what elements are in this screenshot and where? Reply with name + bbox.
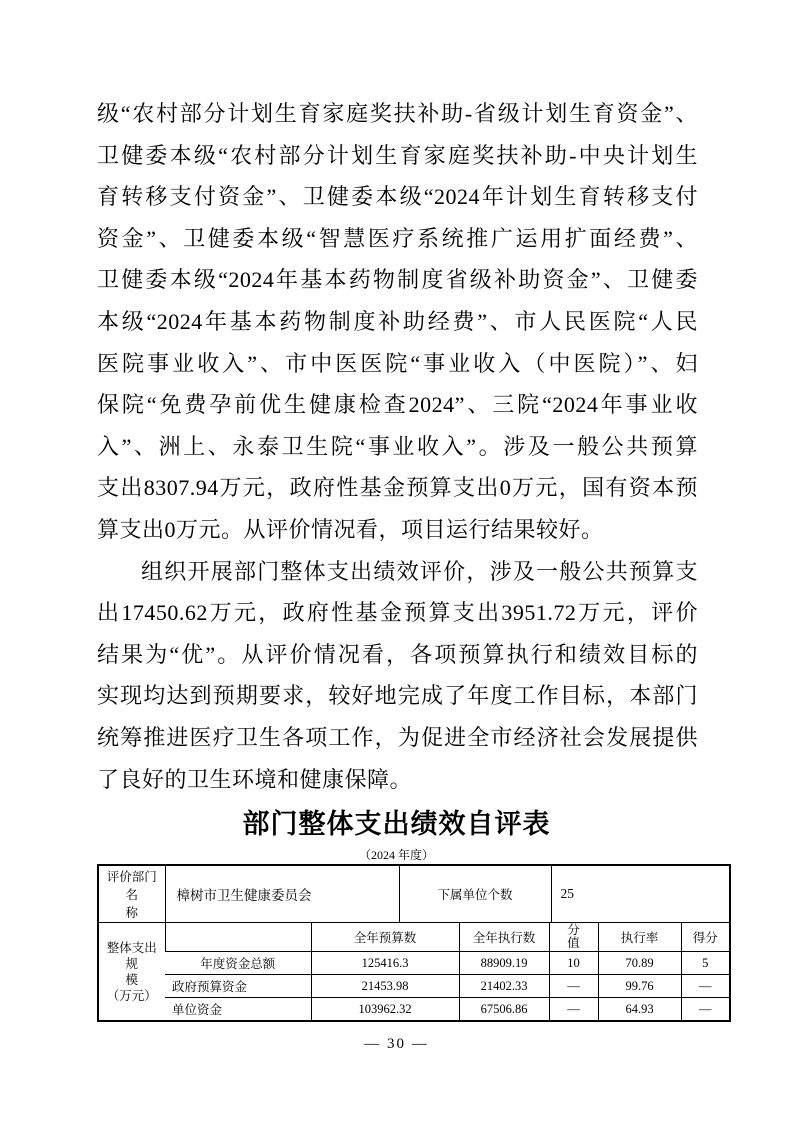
text-line: 入”、洲上、永泰卫生院“事业收入”。涉及一般公共预算 — [97, 433, 698, 459]
value-cell: 5 — [681, 952, 729, 975]
text-line: 结果为“优”。从评价情况看，各项预算执行和绩效目标的 — [97, 641, 698, 667]
value-cell: 125416.3 — [311, 952, 459, 975]
value-cell: — — [549, 998, 598, 1021]
item-label-cell: 政府预算资金 — [165, 975, 311, 998]
text-line: 资金”、卫健委本级“智慧医疗系统推广运用扩面经费”、 — [97, 225, 698, 251]
column-header-cell: 全年执行数 — [459, 923, 549, 952]
text-line: 育转移支付资金”、卫健委本级“2024年计划生育转移支付 — [97, 184, 698, 210]
value-cell: 88909.19 — [459, 952, 549, 975]
text-line: 保院“免费孕前优生健康检查2024”、三院“2024年事业收 — [97, 392, 698, 418]
column-header-cell: 得分 — [681, 923, 729, 952]
table-row — [99, 866, 729, 923]
table-row — [99, 975, 729, 998]
table-body-section — [99, 923, 729, 1020]
text-line: 卫健委本级“2024年基本药物制度省级补助资金”、卫健委 — [97, 267, 698, 293]
column-header-cell: 全年预算数 — [311, 923, 459, 952]
value-cell: — — [681, 998, 729, 1021]
value-cell: 21453.98 — [311, 975, 459, 998]
text-line: 级“农村部分计划生育家庭奖扶补助-省级计划生育资金”、 — [97, 101, 698, 126]
table-subtitle: （2024 年度） — [358, 848, 434, 862]
body-text — [97, 93, 698, 800]
text-line: 了良好的卫生环境和健康保障。 — [97, 766, 413, 792]
table-title: 部门整体支出绩效自评表 — [242, 809, 551, 839]
group-label-cell: 整体支出规 模 （万元） — [106, 940, 157, 1003]
value-cell: 103962.32 — [311, 998, 459, 1021]
blank-cell — [165, 923, 311, 952]
column-header-cell: 分 值 — [549, 923, 598, 952]
item-label-cell: 单位资金 — [165, 998, 311, 1021]
value-cell: 70.89 — [598, 952, 681, 975]
page-number: — 30 — — [364, 1036, 429, 1052]
paragraph-overall-evaluation — [97, 551, 698, 801]
value-cell: 10 — [549, 952, 598, 975]
value-cell: 67506.86 — [459, 998, 549, 1021]
table-row — [99, 952, 729, 975]
text-line: 医院事业收入”、市中医医院“事业收入（中医院）”、妇 — [97, 350, 698, 376]
text-line: 卫健委本级“农村部分计划生育家庭奖扶补助-中央计划生 — [97, 142, 698, 168]
text-line: 支出8307.94万元，政府性基金预算支出0万元，国有资本预 — [97, 475, 698, 501]
text-line: 组织开展部门整体支出绩效评价，涉及一般公共预算支 — [141, 558, 698, 584]
value-cell: 64.93 — [598, 998, 681, 1021]
table-row — [99, 998, 729, 1021]
sub-units-value-cell: 25 — [551, 866, 729, 923]
value-cell: — — [549, 975, 598, 998]
item-label-cell: 年度资金总额 — [165, 952, 311, 975]
text-line: 实现均达到预期要求，较好地完成了年度工作目标，本部门 — [97, 683, 698, 709]
table-row — [99, 923, 729, 952]
eval-dept-label-cell: 评价部门名 称 — [99, 866, 165, 923]
value-cell: — — [681, 975, 729, 998]
text-line: 本级“2024年基本药物制度补助经费”、市人民医院“人民 — [97, 308, 698, 334]
text-line: 算支出0万元。从评价情况看，项目运行结果较好。 — [97, 516, 604, 542]
self-evaluation-table — [97, 864, 731, 1022]
sub-units-label-cell: 下属单位个数 — [399, 866, 551, 923]
column-header-cell: 执行率 — [598, 923, 681, 952]
eval-dept-name-cell: 樟树市卫生健康委员会 — [165, 866, 399, 923]
text-line: 出17450.62万元，政府性基金预算支出3951.72万元，评价 — [97, 600, 698, 626]
table-header-section — [99, 866, 729, 923]
paragraph-project-evaluation — [97, 93, 698, 551]
value-cell: 21402.33 — [459, 975, 549, 998]
text-line: 统筹推进医疗卫生各项工作，为促进全市经济社会发展提供 — [97, 724, 698, 750]
value-cell: 99.76 — [598, 975, 681, 998]
